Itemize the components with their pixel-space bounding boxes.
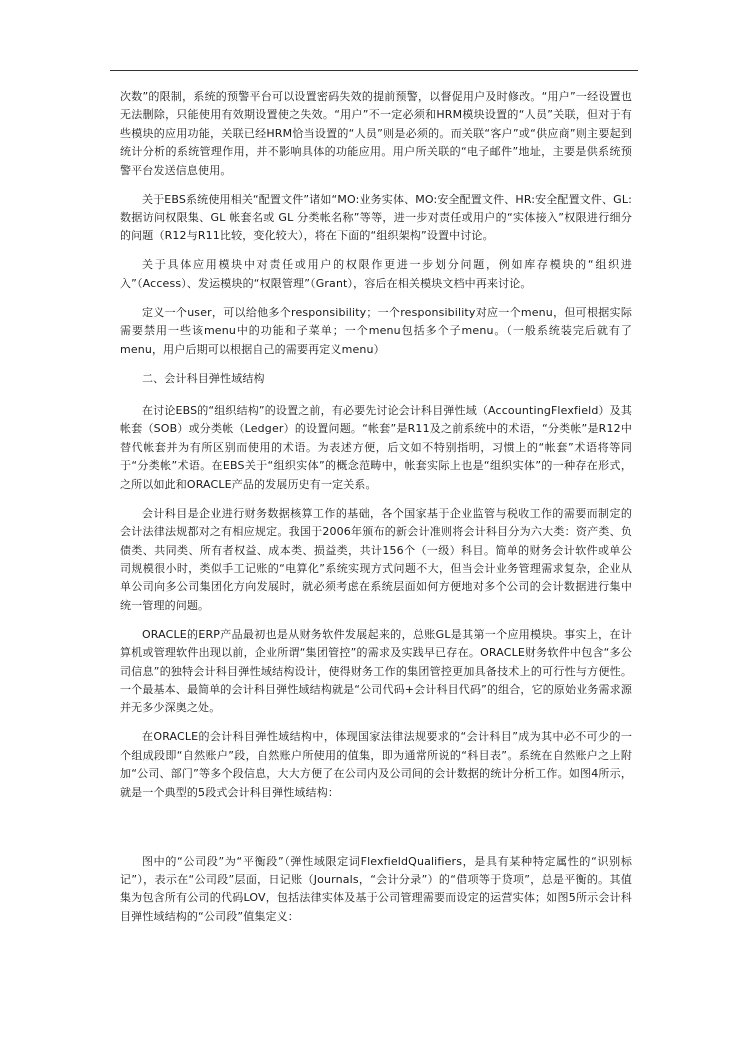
- paragraph-module-permissions: 关于具体应用模块中对责任或用户的权限作更进一步划分问题，例如库存模块的“组织进入”（Access）、发运模块的“权限管理”（Grant），容后在相关模块文档中再来讨论。: [120, 258, 632, 290]
- paragraph-accounting-flexfield: 在讨论EBS的“组织结构”的设置之前，有必要先讨论会计科目弹性域（AccountingFlexfield）及其帐套（SOB）或分类帐（Ledger）的设置问题。“帐套”是R11及之前系统中的术语，“分类帐”是R12中替代帐套并为有所区别而使用的术语。为表述方便，后文如不特别指明，习惯上的“帐套”术语将等同于“分类帐”术语。在EBS关于“组织实体”的概念范畴中，帐套实际上也是“组织实体”的一种存在形式，之所以如此和ORACLE产品的发展历史有一定关系。: [120, 404, 632, 491]
- header-rule: [110, 70, 638, 71]
- paragraph-natural-account: 在ORACLE的会计科目弹性域结构中，体现国家法律法规要求的“会计科目”成为其中必不可少的一个组成段即“自然账户”段，自然账户所使用的值集，即为通常所说的“科目表”。系统在自然账户之上附加“公司、部门”等多个段信息，大大方便了在公司内及公司间的会计数据的统计分析工作。如图4所示，就是一个典型的5段式会计科目弹性域结构：: [120, 730, 632, 799]
- document-body: [120, 88, 632, 937]
- paragraph-oracle-history: ORACLE的ERP产品最初也是从财务软件发展起来的，总账GL是其第一个应用模块。事实上，在计算机或管理软件出现以前，企业所谓“集团管控”的需求及实践早已存在。ORACLE财务软件中包含“多公司信息”的独特会计科目弹性域结构设计，使得财务工作的集团管控更加具备技术上的可行性与方便性。一个最基本、最简单的会计科目弹性域结构就是“公司代码+会计科目代码”的组合，它的原始业务需求源并无多少深奥之处。: [120, 627, 632, 715]
- paragraph-balancing-segment: 图中的“公司段”为“平衡段”（弹性域限定词FlexfieldQualifiers，是具有某种特定属性的“识别标记”），表示在“公司段”层面，日记账（Journals，“会计分录”）的“借项等于贷项”，总是平衡的。其值集为包含所有公司的代码LOV，包括法律实体及基于公司管理需要而设定的运营实体；如图5所示会计科目弹性域结构的“公司段”值集定义：: [120, 854, 632, 923]
- figure-placeholder-gap: [120, 813, 632, 853]
- paragraph-profile-options: 关于EBS系统使用相关“配置文件”诸如“MO:业务实体、MO:安全配置文件、HR:安全配置文件、GL:数据访问权限集、GL 帐套名或 GL 分类帐名称”等等，进一步对责任或用户的“实体接入”权限进行细分的问题（R12与R11比较，变化较大），将在下面的“组织架构”设置中讨论。: [120, 192, 632, 243]
- section-heading: 二、会计科目弹性域结构: [142, 371, 265, 385]
- paragraph-chart-of-accounts: 会计科目是企业进行财务数据核算工作的基础，各个国家基于企业监管与税收工作的需要而制定的会计法律法规都对之有相应规定。我国于2006年颁布的新会计准则将会计科目分为六大类：资产类、负债类、共同类、所有者权益、成本类、损益类，共计156个（一级）科目。简单的财务会计软件或单公司规模很小时，类似手工记账的“电算化”系统实现方式问题不大，但当会计业务管理需求复杂，企业从单公司向多公司集团化方向发展时，就必须考虑在系统层面如何方便地对多个公司的会计数据进行集中统一管理的问题。: [120, 506, 632, 612]
- paragraph-user-responsibility: 定义一个user，可以给他多个responsibility；一个responsibility对应一个menu，但可根据实际需要禁用一些该menu中的功能和子菜单；一个menu包括多个子menu。（一般系统装完后就有了menu，用户后期可以根据自己的需要再定义menu）: [120, 305, 632, 356]
- paragraph-user-settings: 次数”的限制，系统的预警平台可以设置密码失效的提前预警，以督促用户及时修改。“用户”一经设置也无法删除，只能使用有效期设置使之失效。“用户”不一定必须和HRM模块设置的“人员”关联，但对于有些模块的应用功能，关联已经HRM恰当设置的“人员”则是必须的。而关联“客户”或“供应商”则主要起到统计分析的系统管理作用，并不影响具体的功能应用。用户所关联的“电子邮件”地址，主要是供系统预警平台发送信息使用。: [120, 90, 632, 177]
